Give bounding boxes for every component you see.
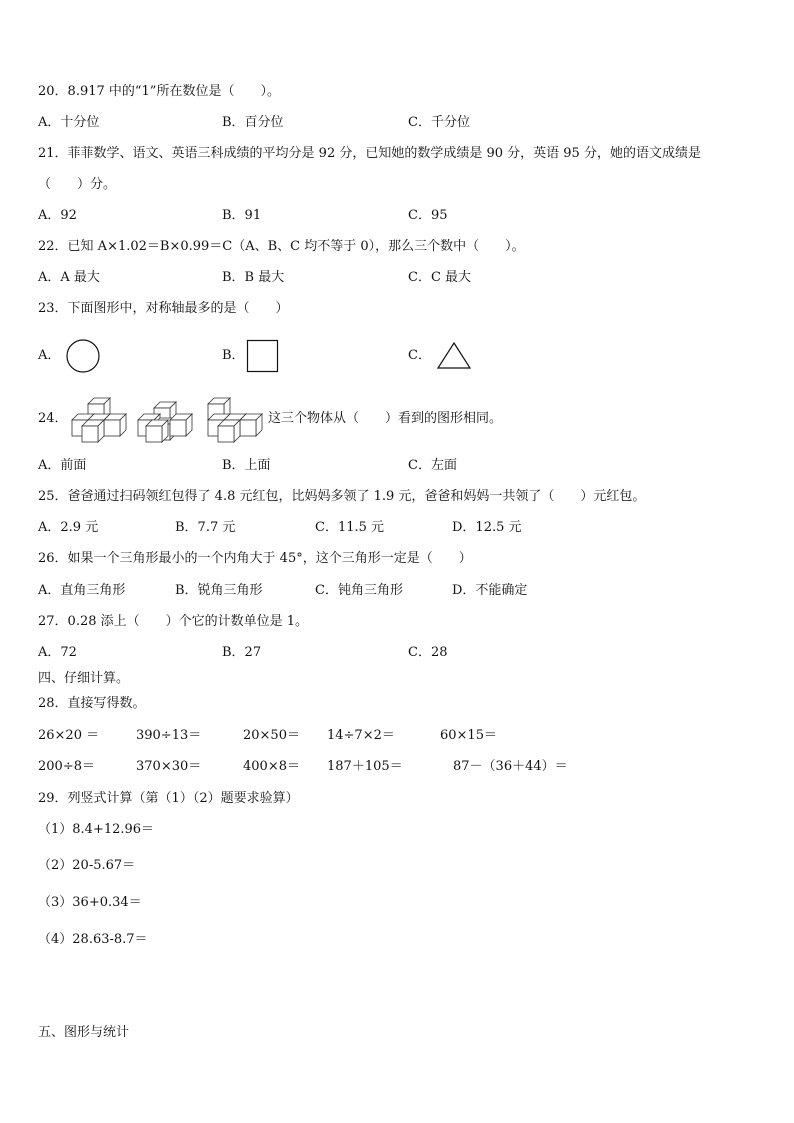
q21-option-c[interactable]: C．95: [408, 208, 448, 223]
q28-r2-c5: 87－（36＋44）＝: [453, 759, 568, 774]
q25-stem: 25．爸爸通过扫码领红包得了 4.8 元红包，比妈妈多领了 1.9 元，爸爸和妈妈一共领了（ ）元红包。: [38, 489, 646, 504]
q28-r2-c1: 200÷8＝: [38, 759, 95, 774]
q29-item-3: （3）36+0.34＝: [38, 895, 142, 910]
q25-option-c[interactable]: C．11.5 元: [315, 520, 385, 535]
q28-r1-c1: 26×20 ＝: [38, 728, 100, 743]
q25-option-b[interactable]: B．7.7 元: [175, 520, 236, 535]
q26-option-c[interactable]: C．钝角三角形: [315, 583, 403, 598]
q23-option-c[interactable]: C．: [408, 348, 431, 363]
cube-stacks-figure: [70, 398, 270, 442]
q23-option-a[interactable]: A．: [38, 348, 61, 363]
q24-option-c[interactable]: C．左面: [408, 458, 457, 473]
q20-option-a[interactable]: A．十分位: [38, 115, 100, 130]
q21-option-b[interactable]: B．91: [222, 208, 262, 223]
q26-stem: 26．如果一个三角形最小的一个内角大于 45°，这个三角形一定是（ ）: [38, 551, 472, 566]
q26-option-a[interactable]: A．直角三角形: [38, 583, 126, 598]
q28-r1-c4: 14÷7×2＝: [327, 728, 395, 743]
q22-option-c[interactable]: C．C 最大: [408, 270, 472, 285]
q24-option-a[interactable]: A．前面: [38, 458, 87, 473]
q27-option-c[interactable]: C．28: [408, 645, 448, 660]
q21-stem-continued: （ ）分。: [38, 177, 117, 192]
q25-option-d[interactable]: D．12.5 元: [452, 520, 522, 535]
q26-option-b[interactable]: B．锐角三角形: [175, 583, 263, 598]
q28-r2-c4: 187＋105＝: [327, 759, 403, 774]
section-5-heading: 五、图形与统计: [38, 1025, 130, 1040]
q27-option-a[interactable]: A．72: [38, 645, 77, 660]
section-4-heading: 四、仔细计算。: [38, 671, 130, 686]
q20-stem: 20．8.917 中的“1”所在数位是（ ）。: [38, 84, 280, 99]
q28-r1-c5: 60×15＝: [440, 728, 497, 743]
q27-stem: 27．0.28 添上（ ）个它的计数单位是 1。: [38, 614, 309, 629]
q27-option-b[interactable]: B．27: [222, 645, 262, 660]
q21-option-a[interactable]: A．92: [38, 208, 77, 223]
q22-option-a[interactable]: A．A 最大: [38, 270, 100, 285]
q29-item-4: （4）28.63-8.7＝: [38, 932, 148, 947]
q22-stem: 22．已知 A×1.02＝B×0.99＝C（A、B、C 均不等于 0），那么三个数中（ ）。: [38, 239, 525, 254]
q24-option-b[interactable]: B．上面: [222, 458, 271, 473]
q29-item-1: （1）8.4+12.96＝: [38, 822, 155, 837]
square-shape-icon: [247, 340, 279, 374]
q28-stem: 28．直接写得数。: [38, 696, 146, 711]
q29-stem: 29．列竖式计算（第（1）（2）题要求验算）: [38, 791, 299, 806]
q23-option-b[interactable]: B．: [222, 348, 245, 363]
q25-option-a[interactable]: A．2.9 元: [38, 520, 99, 535]
q24-number: 24．: [38, 411, 68, 426]
q28-r2-c3: 400×8＝: [243, 759, 300, 774]
q28-r2-c2: 370×30＝: [136, 759, 202, 774]
triangle-shape-icon: [437, 342, 473, 370]
q22-option-b[interactable]: B．B 最大: [222, 270, 285, 285]
circle-shape-icon: [66, 339, 102, 373]
q20-option-c[interactable]: C．千分位: [408, 115, 470, 130]
q21-stem: 21．菲菲数学、语文、英语三科成绩的平均分是 92 分，已知她的数学成绩是 90 分，英语 95 分，她的语文成绩是: [38, 146, 701, 161]
q23-stem: 23．下面图形中，对称轴最多的是（ ）: [38, 301, 289, 316]
q28-r1-c2: 390÷13＝: [136, 728, 202, 743]
q24-stem: 这三个物体从（ ）看到的图形相同。: [268, 411, 503, 426]
q26-option-d[interactable]: D．不能确定: [452, 583, 528, 598]
q29-item-2: （2）20-5.67＝: [38, 858, 136, 873]
q20-option-b[interactable]: B．百分位: [222, 115, 284, 130]
q28-r1-c3: 20×50＝: [243, 728, 300, 743]
